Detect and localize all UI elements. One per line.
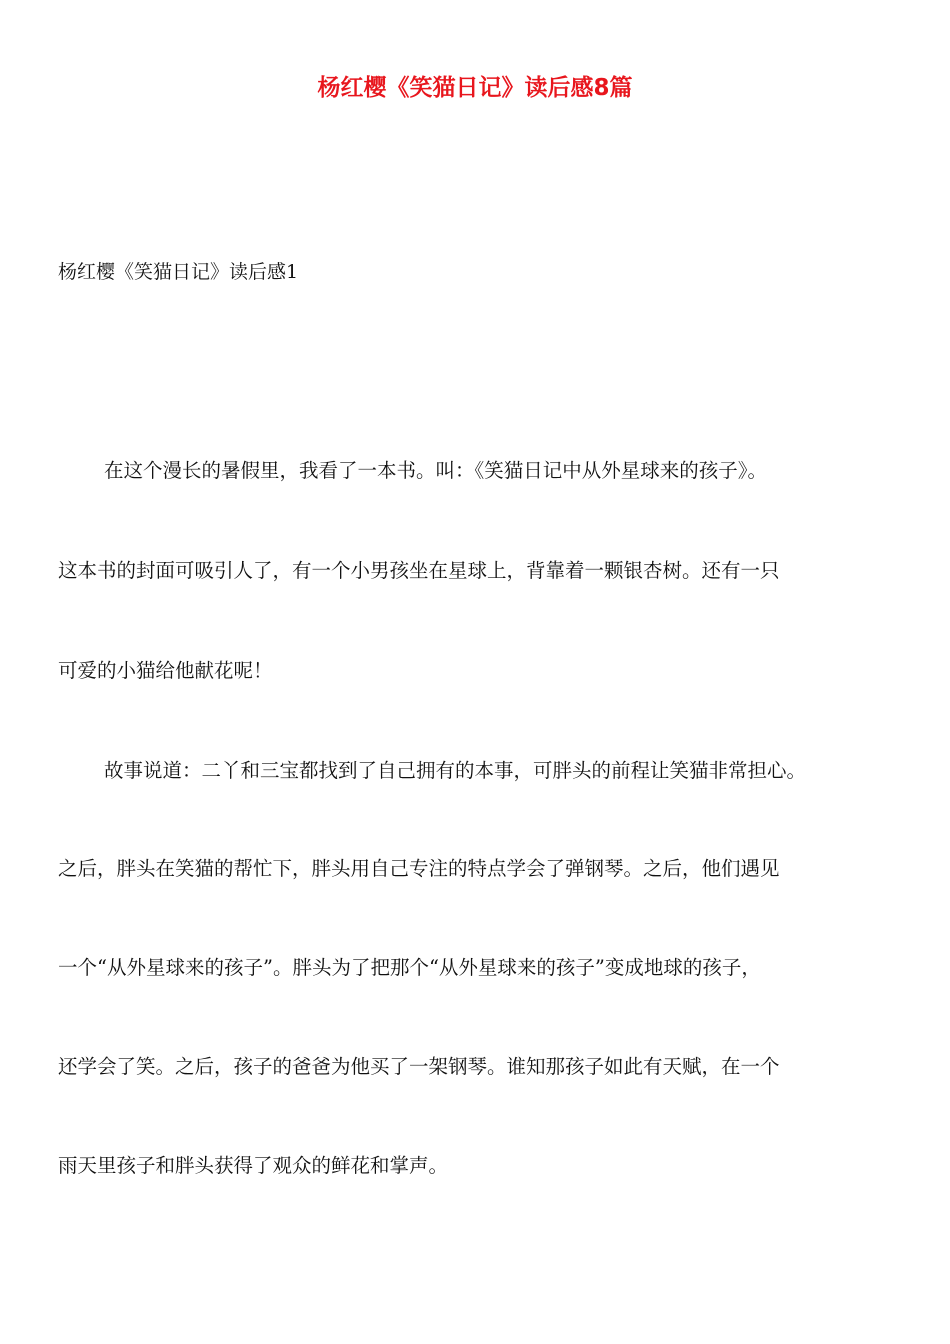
paragraph-line: 雨天里孩子和胖头获得了观众的鲜花和掌声。: [58, 1154, 449, 1177]
paragraph-line: 可爱的小猫给他献花呢！: [58, 659, 273, 682]
paragraph-line: 在这个漫长的暑假里，我看了一本书。叫：《笑猫日记中从外星球来的孩子》。: [104, 459, 768, 482]
paragraph-line: 还学会了笑。之后，孩子的爸爸为他买了一架钢琴。谁知那孩子如此有天赋，在一个: [58, 1055, 780, 1078]
document-title: 杨红樱《笑猫日记》读后感8篇: [317, 75, 633, 101]
paragraph-line: 这本书的封面可吸引人了，有一个小男孩坐在星球上，背靠着一颗银杏树。还有一只: [58, 559, 780, 582]
paragraph-line: 故事说道：二丫和三宝都找到了自己拥有的本事，可胖头的前程让笑猫非常担心。: [104, 759, 807, 782]
paragraph-line: 之后，胖头在笑猫的帮忙下，胖头用自己专注的特点学会了弹钢琴。之后，他们遇见: [58, 857, 780, 880]
section-heading: 杨红樱《笑猫日记》读后感1: [58, 261, 299, 283]
paragraph-line: 一个“从外星球来的孩子”。胖头为了把那个“从外星球来的孩子”变成地球的孩子，: [58, 956, 761, 979]
